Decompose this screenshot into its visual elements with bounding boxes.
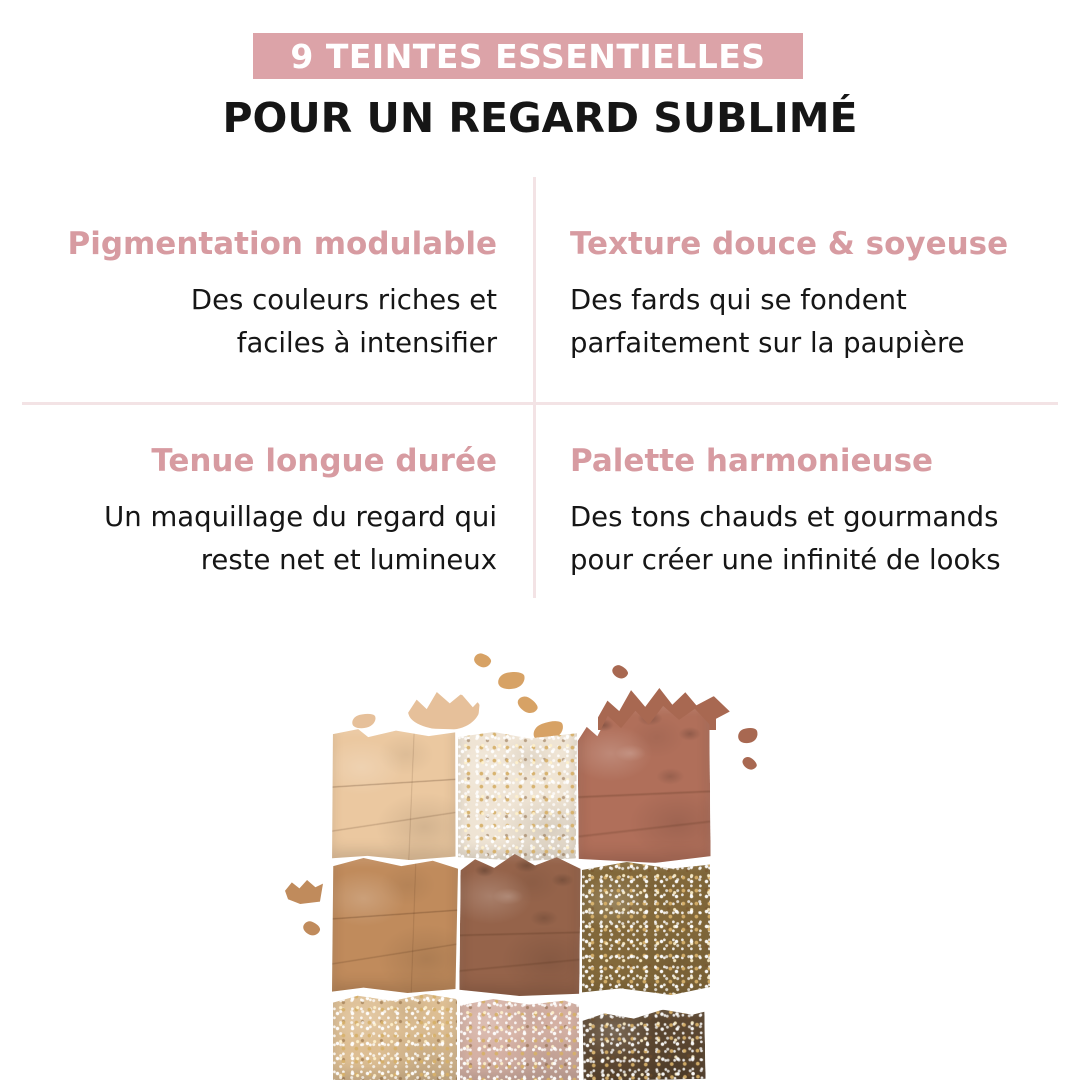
powder-crumb <box>351 711 378 730</box>
feature-body-line: Des couleurs riches et <box>190 284 497 316</box>
feature-heading: Palette harmonieuse <box>570 443 934 479</box>
horizontal-divider <box>22 402 1058 405</box>
powder-crumb <box>408 692 480 730</box>
swatch-tile-gold-glitter <box>333 994 457 1080</box>
feature-heading: Pigmentation modulable <box>67 226 497 262</box>
powder-crumb <box>740 755 759 772</box>
feature-body-line: Des fards qui se fondent <box>570 284 907 316</box>
page-title: POUR UN REGARD SUBLIMÉ <box>222 94 858 142</box>
swatch-tile-terracotta <box>577 705 710 863</box>
feature-body-line: reste net et lumineux <box>200 544 497 576</box>
swatch-tile-light-beige <box>330 728 457 861</box>
feature-heading: Texture douce & soyeuse <box>570 226 1009 262</box>
powder-crumb <box>610 663 630 681</box>
swatch-tile-champagne-glitter <box>458 732 577 861</box>
banner-label: 9 TEINTES ESSENTIELLES <box>290 36 766 76</box>
feature-tenue <box>19 443 497 582</box>
powder-crumb <box>736 725 760 745</box>
powder-crumb <box>497 669 527 691</box>
feature-heading: Tenue longue durée <box>151 443 497 479</box>
swatch-tile-cocoa-brown <box>459 853 580 996</box>
palette-photo <box>0 630 1080 1080</box>
feature-harmonie <box>570 443 1070 582</box>
vertical-divider <box>533 177 536 598</box>
swatch-tile-rose-gold-glitter <box>460 999 579 1080</box>
feature-body-line: pour créer une infinité de looks <box>570 544 1001 576</box>
banner <box>253 33 803 79</box>
swatch-tile-dark-brown-glitter <box>582 1009 705 1080</box>
feature-body-line: Des tons chauds et gourmands <box>570 501 999 533</box>
feature-body-line: Un maquillage du regard qui <box>104 501 497 533</box>
swatch-tile-caramel <box>332 858 458 993</box>
powder-crumb <box>301 919 322 937</box>
feature-body-line: parfaitement sur la paupière <box>570 327 965 359</box>
powder-crumb <box>285 880 323 904</box>
powder-crumb <box>472 652 492 670</box>
powder-crumb <box>515 694 540 717</box>
feature-body-line: faciles à intensifier <box>236 327 497 359</box>
swatch-tile-olive-gold-glitter <box>582 862 710 995</box>
feature-pigmentation <box>19 226 497 365</box>
feature-texture <box>570 226 1070 365</box>
